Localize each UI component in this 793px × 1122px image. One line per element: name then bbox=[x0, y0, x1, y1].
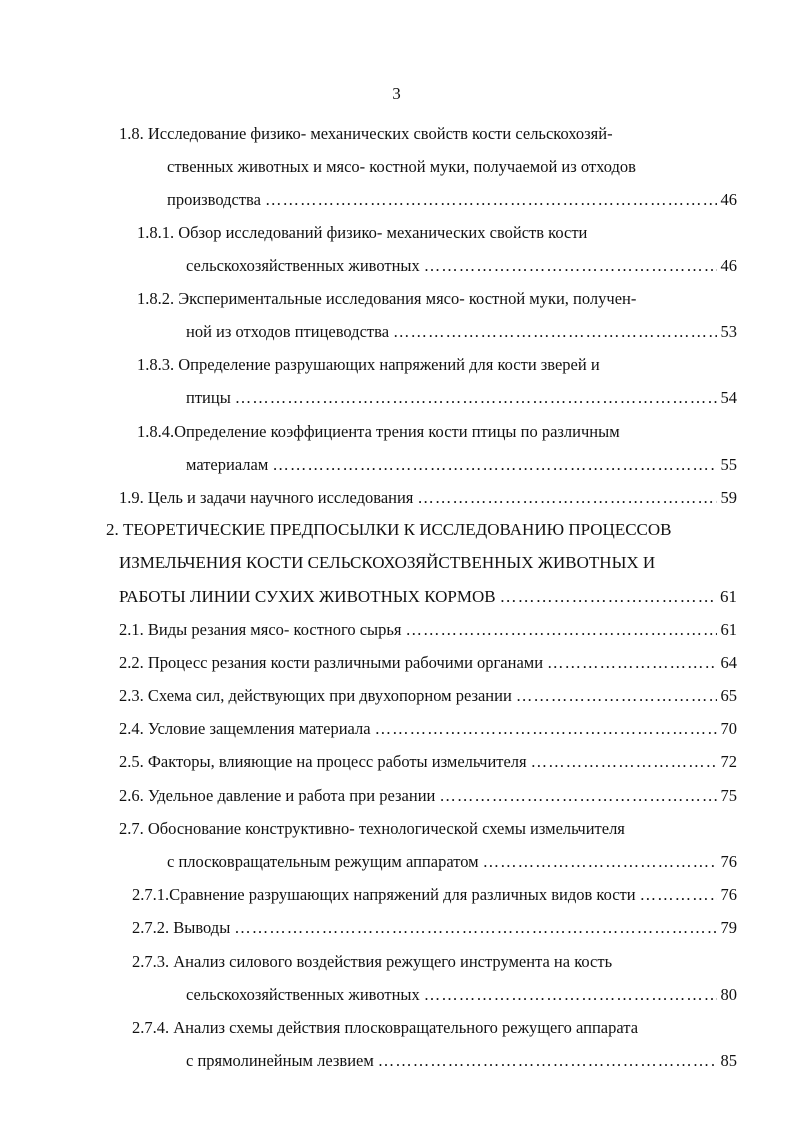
toc-entry-2-line-1: 2. ТЕОРЕТИЧЕСКИЕ ПРЕДПОСЫЛКИ К ИССЛЕДОВАНИЮ ПРОЦЕССОВ bbox=[106, 520, 672, 539]
toc-entry-1-8-3-line-1: 1.8.3. Определение разрушающих напряжений для кости зверей и bbox=[137, 355, 600, 374]
toc-entry-2-6: 2.6. Удельное давление и работа при резании ……………………………………………………………………………………………………………………………………………………………………………………………………… 75 bbox=[119, 784, 737, 808]
toc-page-number: 55 bbox=[720, 455, 737, 474]
toc-entry-2-7-line-1: 2.7. Обоснование конструктивно- технологической схемы измельчителя bbox=[119, 819, 625, 838]
dot-leader bbox=[547, 651, 716, 675]
dot-leader bbox=[424, 254, 717, 278]
toc-entry-2-7-line-2: с плосковращательным режущим аппаратом ……………………………………………………………………………………………………………………………………………………………………………………………………… 76 bbox=[167, 850, 737, 874]
dot-leader bbox=[417, 486, 716, 510]
toc-page-number: 59 bbox=[720, 488, 737, 507]
toc-entry-1-9: 1.9. Цель и задачи научного исследования ……………………………………………………………………………………………………………………………………………………………………………………………………… 59 bbox=[119, 486, 737, 510]
dot-leader bbox=[500, 585, 716, 609]
toc-entry-1-8-line-1: 1.8. Исследование физико- механических свойств кости сельскохозяй- bbox=[119, 124, 613, 143]
toc-entry-1-8-4-line-1: 1.8.4.Определение коэффициента трения кости птицы по различным bbox=[137, 422, 620, 441]
toc-page-number: 53 bbox=[720, 322, 737, 341]
toc-page-number: 64 bbox=[720, 653, 737, 672]
toc-page-number: 76 bbox=[720, 852, 737, 871]
dot-leader bbox=[483, 850, 717, 874]
toc-page-number: 46 bbox=[720, 190, 737, 209]
page-number: 3 bbox=[392, 84, 401, 103]
dot-leader bbox=[393, 320, 716, 344]
toc-page-number: 46 bbox=[720, 256, 737, 275]
toc-entry-2-7-3-line-1: 2.7.3. Анализ силового воздействия режущего инструмента на кость bbox=[132, 952, 613, 971]
toc-entry-1-8-3-line-2: птицы ……………………………………………………………………………………………………………………………………………………………………………………………………… 54 bbox=[186, 386, 737, 410]
toc-page-number: 72 bbox=[720, 752, 737, 771]
toc-entry-2-7-1: 2.7.1.Сравнение разрушающих напряжений для различных видов кости ……………………………………………………………………………………………………………………………………………………………………………………………………… 76 bbox=[132, 883, 737, 907]
dot-leader bbox=[406, 618, 717, 642]
toc-entry-1-8-line-2: ственных животных и мясо- костной муки, получаемой из отходов bbox=[167, 157, 636, 176]
dot-leader bbox=[640, 883, 717, 907]
toc-entry-2-1: 2.1. Виды резания мясо- костного сырья ……………………………………………………………………………………………………………………………………………………………………………………………………… 61 bbox=[119, 618, 737, 642]
toc-entry-2-4: 2.4. Условие защемления материала ……………………………………………………………………………………………………………………………………………………………………………………………………… 70 bbox=[119, 717, 737, 741]
dot-leader bbox=[375, 717, 717, 741]
toc-page-number: 80 bbox=[720, 985, 737, 1004]
toc-entry-2-line-3: РАБОТЫ ЛИНИИ СУХИХ ЖИВОТНЫХ КОРМОВ ……………………………………………………………………………………………………………………………………………………………………………………………………… 61 bbox=[119, 585, 737, 609]
toc-entry-1-8-2-line-2: ной из отходов птицеводства ……………………………………………………………………………………………………………………………………………………………………………………………………… 53 bbox=[186, 320, 737, 344]
dot-leader bbox=[531, 750, 717, 774]
toc-entry-1-8-2-line-1: 1.8.2. Экспериментальные исследования мясо- костной муки, получен- bbox=[137, 289, 637, 308]
dot-leader bbox=[234, 916, 716, 940]
toc-entry-2-7-4-line-2: с прямолинейным лезвием ……………………………………………………………………………………………………………………………………………………………………………………………………… 85 bbox=[186, 1049, 737, 1073]
dot-leader bbox=[424, 983, 717, 1007]
toc-entry-2-7-3-line-2: сельскохозяйственных животных ……………………………………………………………………………………………………………………………………………………………………………………………………… 80 bbox=[186, 983, 737, 1007]
toc-page-number: 65 bbox=[720, 686, 737, 705]
dot-leader bbox=[272, 453, 716, 477]
toc-entry-1-8-line-3: производства ……………………………………………………………………………………………………………………………………………………………………………………………………… 46 bbox=[167, 188, 737, 212]
toc-entry-1-8-1-line-2: сельскохозяйственных животных ……………………………………………………………………………………………………………………………………………………………………………………………………… 46 bbox=[186, 254, 737, 278]
dot-leader bbox=[235, 386, 717, 410]
toc-entry-1-8-4-line-2: материалам ……………………………………………………………………………………………………………………………………………………………………………………………………… 55 bbox=[186, 453, 737, 477]
dot-leader bbox=[516, 684, 717, 708]
toc-entry-1-8-1-line-1: 1.8.1. Обзор исследований физико- механических свойств кости bbox=[137, 223, 588, 242]
toc-entry-2-2: 2.2. Процесс резания кости различными рабочими органами ……………………………………………………………………………………………………………………………………………………………………………………………………… 64 bbox=[119, 651, 737, 675]
toc-page-number: 79 bbox=[720, 918, 737, 937]
toc-entry-2-3: 2.3. Схема сил, действующих при двухопорном резании ……………………………………………………………………………………………………………………………………………………………………………………………………… 65 bbox=[119, 684, 737, 708]
dot-leader bbox=[265, 188, 717, 212]
toc-page-number: 70 bbox=[720, 719, 737, 738]
dot-leader bbox=[439, 784, 716, 808]
toc-page-number: 61 bbox=[720, 620, 737, 639]
toc-page-number: 75 bbox=[720, 786, 737, 805]
toc-entry-2-7-2: 2.7.2. Выводы ……………………………………………………………………………………………………………………………………………………………………………………………………… 79 bbox=[132, 916, 737, 940]
dot-leader bbox=[378, 1049, 717, 1073]
toc-entry-2-5: 2.5. Факторы, влияющие на процесс работы измельчителя ……………………………………………………………………………………………………………………………………………………………………………………………………… 72 bbox=[119, 750, 737, 774]
toc-page-number: 54 bbox=[720, 388, 737, 407]
toc-entry-2-line-2: ИЗМЕЛЬЧЕНИЯ КОСТИ СЕЛЬСКОХОЗЯЙСТВЕННЫХ ЖИВОТНЫХ И bbox=[119, 553, 656, 572]
toc-page-number: 61 bbox=[720, 587, 737, 606]
toc-page-number: 76 bbox=[720, 885, 737, 904]
toc-entry-2-7-4-line-1: 2.7.4. Анализ схемы действия плосковращательного режущего аппарата bbox=[132, 1018, 639, 1037]
toc-page-number: 85 bbox=[720, 1051, 737, 1070]
